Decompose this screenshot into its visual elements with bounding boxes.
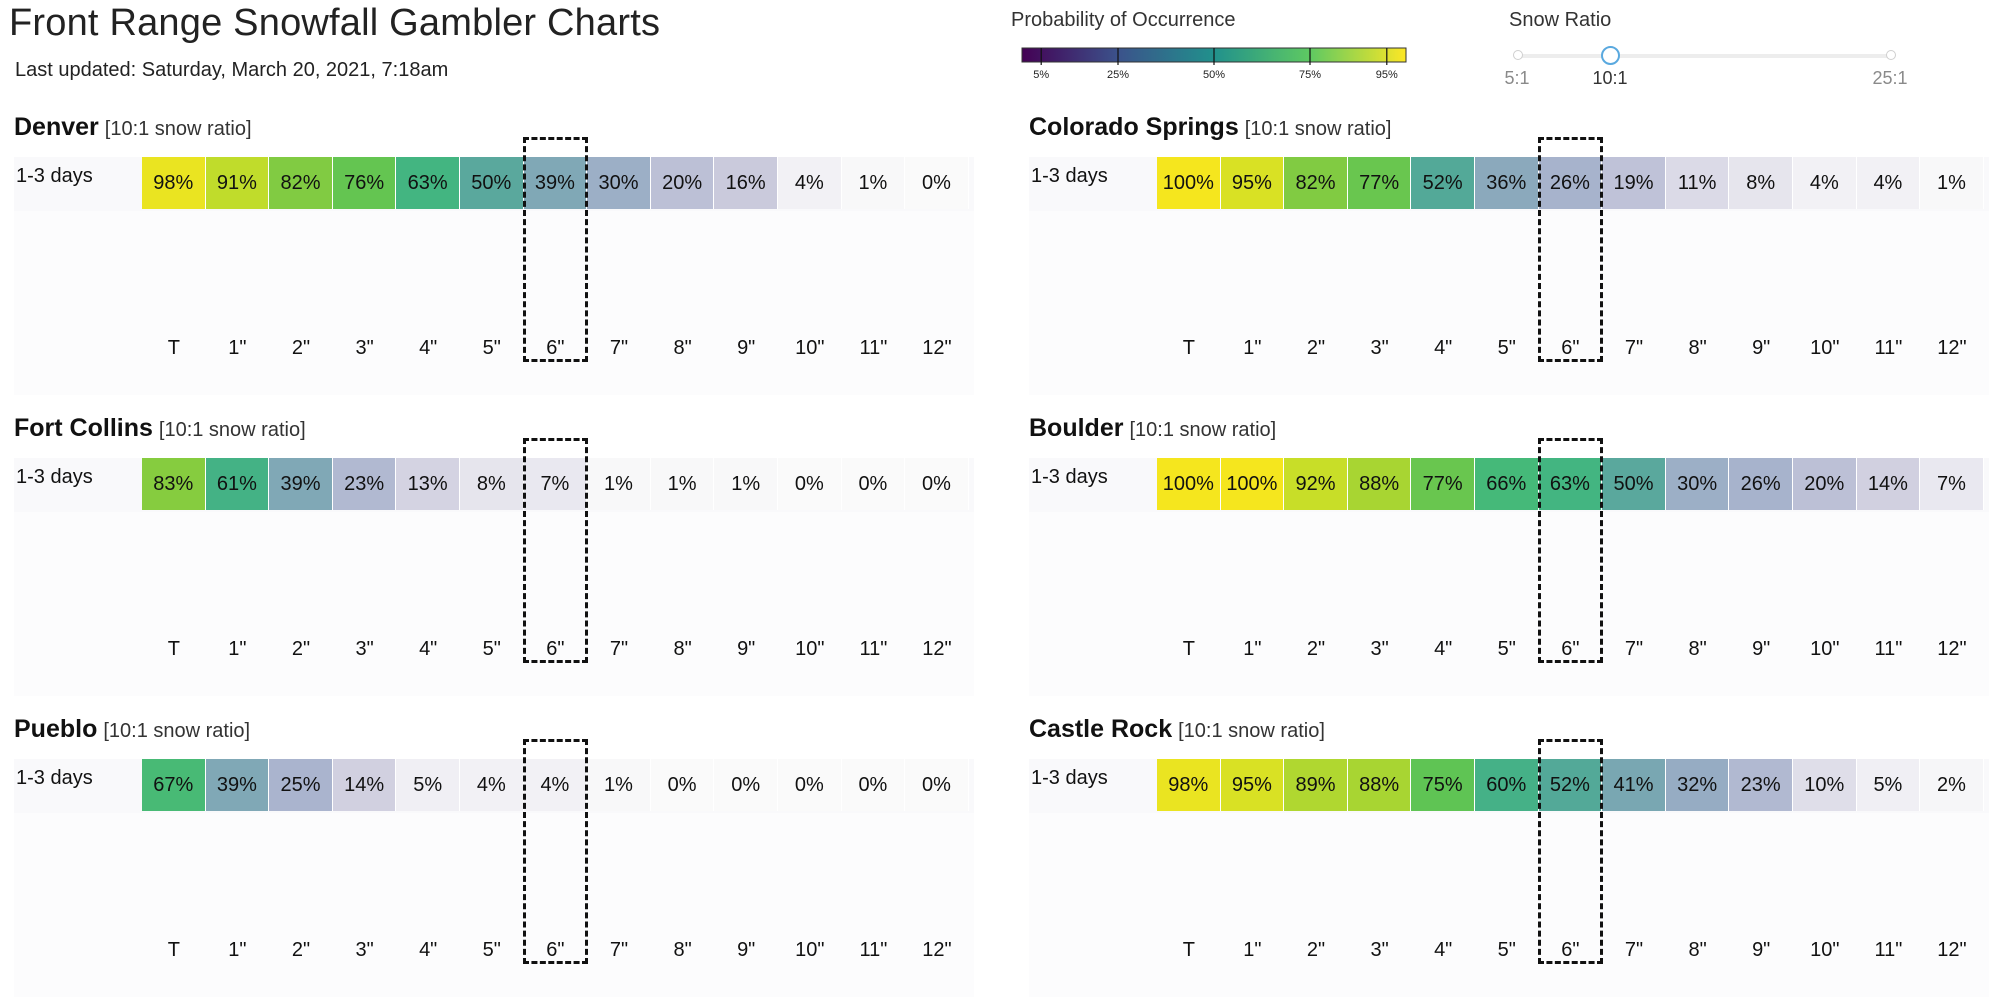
snowfall-tick-label: T: [1182, 939, 1195, 961]
probability-cell: 8%: [1729, 157, 1793, 209]
city-name: Boulder: [1029, 414, 1124, 442]
snowfall-tick-label: 8": [1688, 939, 1707, 961]
probability-cell: 98%: [1157, 759, 1221, 811]
snowfall-tick-label: 1": [228, 939, 247, 961]
highlight-6-inch-box: [523, 137, 589, 362]
probability-cell: 4%: [778, 157, 842, 209]
probability-cell: 98%: [142, 157, 206, 209]
page-title: Front Range Snowfall Gambler Charts: [9, 2, 661, 44]
snowfall-tick-label: 8": [673, 638, 692, 660]
probability-cell: 95%: [1221, 157, 1285, 209]
snowfall-tick-label: 5": [1497, 337, 1516, 359]
probability-cell: 88%: [1348, 458, 1412, 510]
snowfall-tick-label: 3": [1370, 337, 1389, 359]
snowfall-tick-label: 6": [1561, 638, 1580, 660]
snowfall-tick-label: 10": [1810, 638, 1840, 660]
snowfall-tick-label: 8": [1688, 638, 1707, 660]
snowfall-tick-label: 5": [482, 638, 501, 660]
probability-cell: 1%: [651, 458, 715, 510]
snowfall-tick-label: 11": [859, 337, 888, 359]
city-snow-ratio-note: [10:1 snow ratio]: [1244, 118, 1392, 140]
city-name: Pueblo: [14, 715, 98, 743]
snowfall-tick-label: 7": [609, 939, 629, 961]
probability-cell: 60%: [1475, 759, 1539, 811]
snowfall-tick-label: 1": [1243, 337, 1262, 359]
snowfall-tick-label: 10": [795, 337, 825, 359]
legend-tick-label: 50%: [1202, 69, 1226, 81]
snowfall-tick-label: T: [1182, 337, 1195, 359]
probability-cell: 23%: [1729, 759, 1793, 811]
snowfall-tick-label: T: [167, 638, 180, 660]
snowfall-tick-label: 7": [1624, 939, 1644, 961]
snowfall-tick-label: 8": [673, 939, 692, 961]
city-title: [1029, 715, 1325, 744]
probability-cell: 89%: [1284, 759, 1348, 811]
snowfall-tick-label: 9": [1752, 939, 1771, 961]
snowfall-tick-label: 7": [609, 638, 629, 660]
snowfall-tick-label: 7": [609, 337, 629, 359]
snowfall-tick-label: 2": [1306, 337, 1326, 359]
snowfall-tick-label: 10": [1810, 939, 1840, 961]
city-name: Castle Rock: [1029, 715, 1173, 743]
snowfall-tick-label: T: [167, 337, 180, 359]
probability-cell: 4%: [1793, 157, 1857, 209]
probability-cell: 36%: [1475, 157, 1539, 209]
snowfall-tick-label: 6": [1561, 939, 1580, 961]
snowfall-tick-label: 10": [1810, 337, 1840, 359]
probability-cell: 82%: [1284, 157, 1348, 209]
snow-ratio-title: Snow Ratio: [1509, 9, 1612, 31]
highlight-6-inch-box: [1538, 438, 1604, 663]
city-chart-panel: [1029, 715, 1989, 961]
probability-cell: 7%: [524, 458, 588, 510]
city-chart-panel: [1029, 414, 1989, 660]
probability-cell: 88%: [1348, 759, 1412, 811]
city-title: [14, 715, 250, 744]
row-label-1-3-days: 1-3 days: [16, 165, 93, 187]
snowfall-tick-label: 3": [355, 939, 374, 961]
probability-cell: 1%: [587, 759, 651, 811]
snowfall-tick-label: 11": [1874, 638, 1903, 660]
city-chart-panel: [14, 113, 974, 359]
legend-tick-label: 25%: [1106, 69, 1130, 81]
snowfall-tick-label: 11": [859, 638, 888, 660]
probability-cell: 0%: [905, 759, 969, 811]
snowfall-tick-label: 2": [291, 337, 311, 359]
snowfall-tick-label: 1": [228, 337, 247, 359]
city-chart-panel: [14, 414, 974, 660]
snowfall-tick-label: 6": [546, 638, 565, 660]
snowfall-tick-label: 3": [1370, 638, 1389, 660]
probability-cell: 32%: [1666, 759, 1730, 811]
probability-cell: 63%: [1539, 458, 1603, 510]
probability-cell: 0%: [714, 759, 778, 811]
snowfall-tick-label: 11": [1874, 337, 1903, 359]
probability-cell: 92%: [1284, 458, 1348, 510]
probability-cell: 100%: [1157, 458, 1221, 510]
snowfall-tick-label: 12": [922, 939, 952, 961]
snowfall-tick-label: 8": [673, 337, 692, 359]
probability-cell: 39%: [524, 157, 588, 209]
snowfall-tick-label: 9": [737, 337, 756, 359]
probability-cell: 13%: [396, 458, 460, 510]
probability-cell: 1%: [587, 458, 651, 510]
probability-cell: 50%: [460, 157, 524, 209]
probability-cell: 4%: [524, 759, 588, 811]
probability-cell: 19%: [1602, 157, 1666, 209]
city-title: [1029, 414, 1276, 443]
probability-cell: 1%: [1920, 157, 1984, 209]
city-snow-ratio-note: [10:1 snow ratio]: [1129, 419, 1277, 441]
highlight-6-inch-box: [523, 438, 589, 663]
city-name: Fort Collins: [14, 414, 153, 442]
snowfall-tick-label: 10": [795, 638, 825, 660]
row-label-1-3-days: 1-3 days: [16, 767, 93, 789]
probability-cell: 4%: [1857, 157, 1921, 209]
snowfall-tick-label: 12": [1937, 939, 1967, 961]
probability-cell: 39%: [206, 759, 270, 811]
probability-cell: 26%: [1729, 458, 1793, 510]
snowfall-tick-label: 6": [546, 939, 565, 961]
probability-cell: 67%: [142, 759, 206, 811]
snowfall-tick-label: 1": [1243, 638, 1262, 660]
city-title: [14, 414, 306, 443]
probability-cell: 14%: [1857, 458, 1921, 510]
probability-cell: 16%: [714, 157, 778, 209]
city-snow-ratio-note: [10:1 snow ratio]: [1178, 720, 1325, 742]
highlight-6-inch-box: [523, 739, 589, 964]
snowfall-tick-label: 4": [1434, 638, 1453, 660]
probability-cell: 5%: [396, 759, 460, 811]
probability-cell: 100%: [1221, 458, 1285, 510]
snowfall-tick-label: 11": [1874, 939, 1903, 961]
legend-tick-label: 5%: [1033, 69, 1050, 81]
snowfall-tick-label: 4": [419, 337, 438, 359]
probability-cell: 11%: [1666, 157, 1730, 209]
ratio-option-5-1[interactable]: 5:1: [1504, 68, 1530, 88]
snowfall-tick-label: 4": [1434, 337, 1453, 359]
row-label-1-3-days: 1-3 days: [16, 466, 93, 488]
probability-cell: 20%: [651, 157, 715, 209]
probability-cell: 39%: [269, 458, 333, 510]
probability-cell: 41%: [1602, 759, 1666, 811]
snowfall-tick-label: 9": [737, 939, 756, 961]
probability-cell: 1%: [714, 458, 778, 510]
snowfall-tick-label: 4": [1434, 939, 1453, 961]
snowfall-tick-label: 12": [1937, 638, 1967, 660]
snow-ratio-slider-thumb[interactable]: [1601, 46, 1620, 65]
city-snow-ratio-note: [10:1 snow ratio]: [158, 419, 306, 441]
snowfall-tick-label: 12": [922, 337, 952, 359]
snowfall-tick-label: 3": [1370, 939, 1389, 961]
snowfall-tick-label: 4": [419, 638, 438, 660]
city-title: [14, 113, 252, 142]
probability-cell: 75%: [1411, 759, 1475, 811]
probability-cell: 26%: [1539, 157, 1603, 209]
snowfall-tick-label: 2": [291, 638, 311, 660]
snowfall-tick-label: 3": [355, 638, 374, 660]
probability-cell: 0%: [905, 458, 969, 510]
snowfall-tick-label: 6": [1561, 337, 1580, 359]
city-snow-ratio-note: [10:1 snow ratio]: [103, 720, 251, 742]
snowfall-tick-label: 5": [482, 337, 501, 359]
city-chart-panel: [1029, 113, 1989, 359]
probability-cell: 95%: [1221, 759, 1285, 811]
probability-cell: 91%: [206, 157, 270, 209]
ratio-option-10-1[interactable]: 10:1: [1592, 68, 1628, 88]
snowfall-tick-label: 9": [1752, 337, 1771, 359]
probability-cell: 7%: [1920, 458, 1984, 510]
snowfall-tick-label: 7": [1624, 337, 1644, 359]
probability-cell: 2%: [1920, 759, 1984, 811]
probability-cell: 63%: [396, 157, 460, 209]
probability-cell: 30%: [1666, 458, 1730, 510]
snowfall-tick-label: 5": [1497, 939, 1516, 961]
snowfall-tick-label: 2": [1306, 638, 1326, 660]
legend-title: Probability of Occurrence: [1011, 9, 1236, 31]
slider-stop-25-1[interactable]: [1886, 50, 1896, 60]
probability-cell: 83%: [142, 458, 206, 510]
snowfall-tick-label: 8": [1688, 337, 1707, 359]
snowfall-tick-label: 6": [546, 337, 565, 359]
highlight-6-inch-box: [1538, 739, 1604, 964]
snowfall-tick-label: 2": [1306, 939, 1326, 961]
probability-cell: 52%: [1411, 157, 1475, 209]
snow-ratio-slider[interactable]: [1517, 54, 1890, 58]
snowfall-tick-label: 9": [1752, 638, 1771, 660]
probability-cell: 8%: [460, 458, 524, 510]
snowfall-tick-label: 5": [482, 939, 501, 961]
row-label-1-3-days: 1-3 days: [1031, 165, 1108, 187]
probability-cell: 20%: [1793, 458, 1857, 510]
probability-cell: 77%: [1348, 157, 1412, 209]
probability-cell: 0%: [778, 458, 842, 510]
row-label-1-3-days: 1-3 days: [1031, 466, 1108, 488]
probability-cell: 30%: [587, 157, 651, 209]
probability-cell: 82%: [269, 157, 333, 209]
probability-cell: 77%: [1411, 458, 1475, 510]
probability-color-legend: [1010, 8, 1410, 88]
snowfall-tick-label: 9": [737, 638, 756, 660]
snowfall-tick-label: 10": [795, 939, 825, 961]
legend-tick-label: 95%: [1375, 69, 1398, 81]
city-chart-panel: [14, 715, 974, 961]
city-snow-ratio-note: [10:1 snow ratio]: [104, 118, 252, 140]
snowfall-tick-label: 7": [1624, 638, 1644, 660]
row-label-1-3-days: 1-3 days: [1031, 767, 1108, 789]
snowfall-tick-label: 12": [922, 638, 952, 660]
snowfall-tick-label: 1": [228, 638, 247, 660]
probability-cell: 23%: [333, 458, 397, 510]
probability-cell: 0%: [778, 759, 842, 811]
probability-cell: 1%: [842, 157, 906, 209]
snowfall-tick-label: 4": [419, 939, 438, 961]
probability-cell: 76%: [333, 157, 397, 209]
probability-cell: 25%: [269, 759, 333, 811]
snowfall-tick-label: 2": [291, 939, 311, 961]
probability-cell: 0%: [842, 458, 906, 510]
snowfall-tick-label: 3": [355, 337, 374, 359]
probability-cell: 10%: [1793, 759, 1857, 811]
snowfall-tick-label: 1": [1243, 939, 1262, 961]
city-title: [1029, 113, 1391, 142]
ratio-option-25-1[interactable]: 25:1: [1872, 68, 1908, 88]
probability-cell: 4%: [460, 759, 524, 811]
probability-cell: 0%: [905, 157, 969, 209]
snowfall-tick-label: T: [167, 939, 180, 961]
probability-cell: 100%: [1157, 157, 1221, 209]
slider-stop-5-1[interactable]: [1513, 50, 1523, 60]
snowfall-tick-label: 11": [859, 939, 888, 961]
probability-cell: 0%: [842, 759, 906, 811]
city-name: Denver: [14, 113, 99, 141]
snowfall-tick-label: T: [1182, 638, 1195, 660]
probability-cell: 61%: [206, 458, 270, 510]
last-updated-text: Last updated: Saturday, March 20, 2021, 7:18am: [15, 59, 449, 81]
probability-cell: 5%: [1857, 759, 1921, 811]
probability-cell: 50%: [1602, 458, 1666, 510]
probability-cell: 0%: [651, 759, 715, 811]
highlight-6-inch-box: [1538, 137, 1604, 362]
snowfall-tick-label: 5": [1497, 638, 1516, 660]
city-name: Colorado Springs: [1029, 113, 1239, 141]
snowfall-tick-label: 12": [1937, 337, 1967, 359]
probability-cell: 14%: [333, 759, 397, 811]
probability-cell: 52%: [1539, 759, 1603, 811]
legend-tick-label: 75%: [1298, 69, 1322, 81]
probability-cell: 66%: [1475, 458, 1539, 510]
